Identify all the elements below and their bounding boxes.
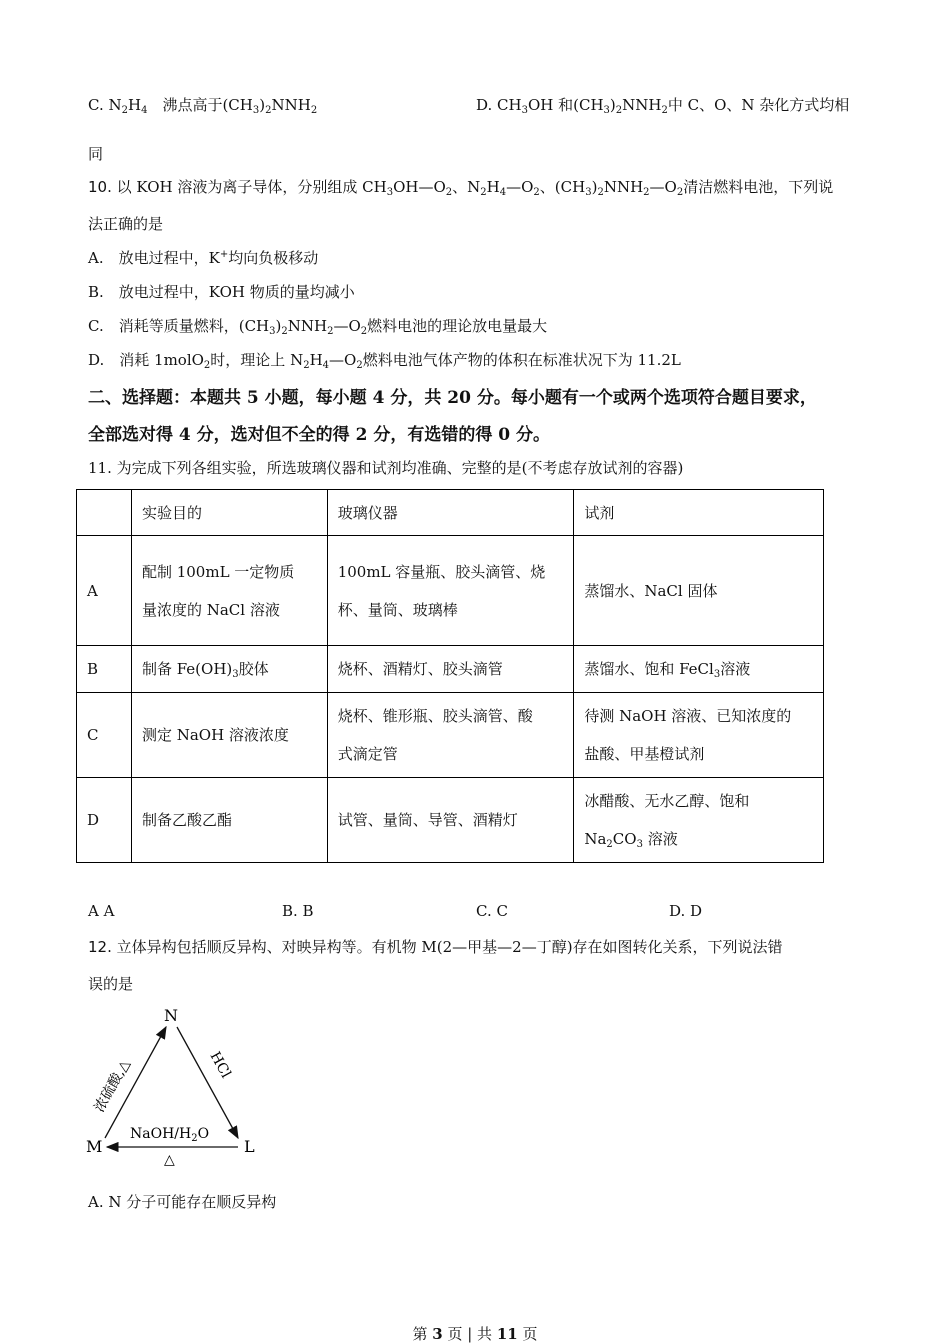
- table-header-cell: 实验目的: [131, 490, 327, 536]
- q10-stem-line2: 法正确的是: [88, 215, 164, 233]
- q9-option-d-wrap: 同: [88, 145, 104, 163]
- table-header-row: [77, 490, 824, 536]
- right-edge-label: HCl: [206, 1049, 234, 1081]
- q10-option-d: D. 消耗 1molO$_2$时，理论上 $N_2H_4—O_2$燃料电池气体产物的体积在标准状况下为 11.2L: [88, 351, 681, 371]
- row-label: C: [77, 693, 132, 778]
- row-label: A: [77, 536, 132, 646]
- table-cell: 试管、量筒、导管、酒精灯: [327, 778, 574, 863]
- q11-table: [76, 489, 824, 863]
- q10-option-c: C. 消耗等质量燃料，$(CH_3)_2NNH_2—O_2$燃料电池的理论放电量最大: [88, 317, 548, 337]
- section2-heading-line1: 二、选择题：本题共 5 小题，每小题 4 分，共 20 分。每小题有一个或两个选项符合题目要求，: [88, 388, 817, 408]
- page-total: 11: [496, 1325, 518, 1343]
- q10-number: 10: [88, 178, 108, 196]
- q12-diagram: [80, 1005, 280, 1175]
- table-cell: 100mL 容量瓶、胶头滴管、烧 杯、量筒、玻璃棒: [327, 536, 574, 646]
- left-edge-label: 浓硫酸,△: [91, 1057, 134, 1115]
- table-cell: 测定 NaOH 溶液浓度: [131, 693, 327, 778]
- heat-symbol: △: [164, 1152, 175, 1168]
- q9-option-d: D. $CH_3OH$ 和$(CH_3)_2NNH_2$中 C、O、N 杂化方式均相: [476, 96, 850, 116]
- node-l: L: [244, 1137, 255, 1156]
- table-cell: 配制 100mL 一定物质 量浓度的 NaCl 溶液: [131, 536, 327, 646]
- table-cell: 制备 $Fe(OH)_3$胶体: [131, 646, 327, 693]
- answer-c: C. C: [476, 902, 508, 920]
- table-cell: 冰醋酸、无水乙醇、饱和 $Na_2CO_3$ 溶液: [574, 778, 824, 863]
- table-cell: 烧杯、酒精灯、胶头滴管: [327, 646, 574, 693]
- q10-option-b: B. 放电过程中，KOH 物质的量均减小: [88, 283, 355, 301]
- q12-stem-line2: 误的是: [88, 975, 134, 993]
- q12-option-a: A. N 分子可能存在顺反异构: [88, 1193, 277, 1211]
- table-row: [77, 693, 824, 778]
- q12-number: 12: [88, 938, 108, 956]
- table-header-cell: 玻璃仪器: [327, 490, 574, 536]
- q10-stem-line1: 10. 以 KOH 溶液为离子导体，分别组成 $CH_3OH—O_2$、$N_2H_4—O_2$、$(CH_3)_2NNH_2—O_2$清洁燃料电池，下列说: [88, 178, 834, 198]
- row-label: D: [77, 778, 132, 863]
- page-number: 3: [432, 1325, 443, 1343]
- table-cell: 蒸馏水、NaCl 固体: [574, 536, 824, 646]
- q10-option-a: A. 放电过程中，K+均向负极移动: [88, 249, 319, 267]
- answer-d: D. D: [669, 902, 703, 920]
- node-m: M: [86, 1137, 103, 1156]
- table-cell: 烧杯、锥形瓶、胶头滴管、酸 式滴定管: [327, 693, 574, 778]
- row-label: B: [77, 646, 132, 693]
- table-cell: 制备乙酸乙酯: [131, 778, 327, 863]
- arrow-n-to-l: [177, 1027, 238, 1138]
- q11-stem: 11. 为完成下列各组实验，所选玻璃仪器和试剂均准确、完整的是(不考虑存放试剂的容器): [88, 459, 684, 477]
- answer-a: A A: [88, 902, 115, 920]
- answer-b: B. B: [282, 902, 314, 920]
- table-header-cell: 试剂: [574, 490, 824, 536]
- node-n: N: [164, 1006, 178, 1025]
- table-header-cell: [77, 490, 132, 536]
- q9-option-c: C. $N_2H_4$ 沸点高于$(CH_3)_2NNH_2$: [88, 96, 318, 116]
- table-row: [77, 646, 824, 693]
- table-cell: 待测 NaOH 溶液、已知浓度的 盐酸、甲基橙试剂: [574, 693, 824, 778]
- table-cell: 蒸馏水、饱和 FeCl$_3$溶液: [574, 646, 824, 693]
- page-footer: 第 3 页 | 共 11 页: [412, 1325, 538, 1343]
- section2-heading-line2: 全部选对得 4 分，选对但不全的得 2 分，有选错的得 0 分。: [88, 425, 550, 445]
- q12-stem-line1: 12. 立体异构包括顺反异构、对映异构等。有机物 M(2—甲基—2—丁醇)存在如图转化关系，下列说法错: [88, 938, 783, 956]
- table-row: [77, 778, 824, 863]
- bottom-edge-label: NaOH/$H_2O$: [130, 1126, 210, 1144]
- table-row: [77, 536, 824, 646]
